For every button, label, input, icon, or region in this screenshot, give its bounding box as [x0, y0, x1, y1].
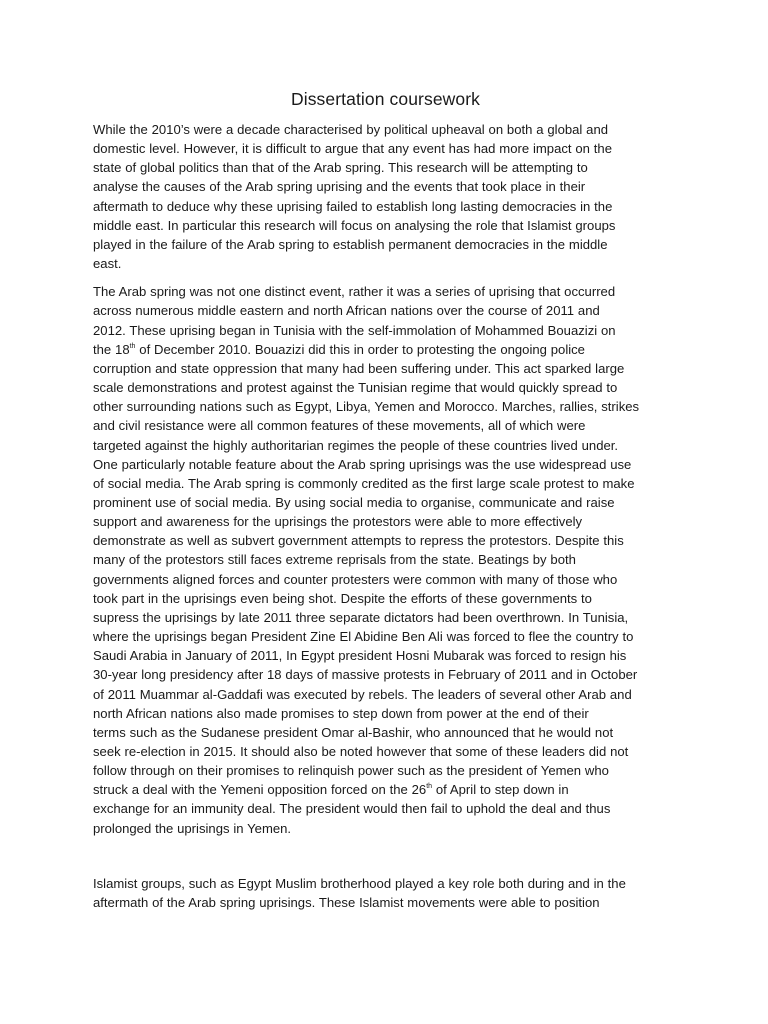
text-line: took part in the uprisings even being shot. Despite the efforts of these governments to: [93, 590, 592, 606]
text-line: middle east. In particular this research will focus on analysing the role that Islamist groups: [93, 217, 616, 233]
ordinal-suffix: th: [426, 783, 433, 791]
text-line: support and awareness for the uprisings the protestors were able to more effectively: [93, 514, 583, 530]
text-line: targeted against the highly authoritarian regimes the people of these countries lived under.: [93, 437, 619, 453]
text-line: 2012. These uprising began in Tunisia with the self-immolation of Mohammed Bouazizi on: [93, 322, 616, 338]
text-segment: the 18: [93, 341, 130, 357]
paragraph-arab-spring: [93, 282, 678, 838]
text-line: aftermath of the Arab spring uprisings. These Islamist movements were able to position: [93, 894, 600, 910]
text-line: and civil resistance were all common features of these movements, all of which were: [93, 418, 586, 434]
text-line: While the 2010’s were a decade characterised by political upheaval on both a global and: [93, 122, 609, 137]
text-line: Islamist groups, such as Egypt Muslim brotherhood played a key role both during and in the: [93, 875, 626, 891]
text-line: The Arab spring was not one distinct event, rather it was a series of uprising that occurred: [93, 284, 616, 300]
text-line: demonstrate as well as subvert government attempts to repress the protestors. Despite this: [93, 533, 624, 549]
text-line: of social media. The Arab spring is commonly credited as the first large scale protest to make: [93, 475, 635, 491]
text-line: east.: [93, 256, 122, 272]
text-line: seek re-election in 2015. It should also be noted however that some of these leaders did not: [93, 744, 629, 759]
text-segment: of April to step down in: [432, 782, 569, 798]
text-line: analyse the causes of the Arab spring uprising and the events that took place in their: [93, 179, 586, 195]
paragraph-introduction: [93, 120, 678, 273]
text-line: state of global politics than that of the Arab spring. This research will be attempting to: [93, 160, 588, 176]
text-line: north African nations also made promises to step down from power at the end of their: [93, 705, 589, 721]
text-line: governments aligned forces and counter protesters were common with many of those who: [93, 571, 618, 587]
text-line: aftermath to deduce why these uprising failed to establish long lasting democracies in the: [93, 198, 613, 214]
text-line: across numerous middle eastern and north African nations over the course of 2011 and: [93, 303, 600, 319]
text-segment: of December 2010. Bouazizi did this in order to protesting the ongoing police: [135, 341, 585, 357]
text-segment: struck a deal with the Yemeni opposition forced on the 26: [93, 782, 427, 798]
text-line: terms such as the Sudanese president Omar al-Bashir, who announced that he would not: [93, 724, 614, 740]
text-line: prominent use of social media. By using social media to organise, communicate and raise: [93, 494, 615, 510]
text-line: many of the protestors still faces extreme reprisals from the state. Beatings by both: [93, 552, 576, 568]
text-line: 30-year long presidency after 18 days of massive protests in February of 2011 and in October: [93, 667, 638, 683]
text-line: One particularly notable feature about the Arab spring uprisings was the use widespread use: [93, 456, 632, 472]
text-line: scale demonstrations and protest against the Tunisian regime that would quickly spread to: [93, 380, 618, 396]
text-line: of 2011 Muammar al-Gaddafi was executed by rebels. The leaders of several other Arab and: [93, 686, 632, 702]
text-line: follow through on their promises to relinquish power such as the president of Yemen who: [93, 763, 609, 779]
page-title: Dissertation coursework: [290, 89, 481, 109]
text-line: supress the uprisings by late 2011 three separate dictators had been overthrown. In Tunisia,: [93, 609, 629, 625]
text-line: other surrounding nations such as Egypt, Libya, Yemen and Morocco. Marches, rallies, strikes: [93, 399, 640, 415]
text-line: where the uprisings began President Zine El Abidine Ben Ali was forced to flee the country to: [93, 629, 634, 645]
text-line: exchange for an immunity deal. The president would then fail to uphold the deal and thus: [93, 801, 611, 817]
text-line: Saudi Arabia in January of 2011, In Egypt president Hosni Mubarak was forced to resign his: [93, 648, 627, 664]
text-line: domestic level. However, it is difficult to argue that any event has had more impact on the: [93, 141, 612, 157]
ordinal-suffix: th: [129, 342, 136, 350]
text-line: [93, 780, 678, 799]
blank-line: [93, 847, 678, 874]
text-line: played in the failure of the Arab spring to establish permanent democracies in the middle: [93, 236, 608, 252]
text-line: prolonged the uprisings in Yemen.: [93, 820, 292, 836]
text-line: [93, 340, 678, 359]
paragraph-islamist-groups: [93, 874, 678, 912]
text-line: corruption and state oppression that many had been suffering under. This act sparked large: [93, 360, 625, 376]
